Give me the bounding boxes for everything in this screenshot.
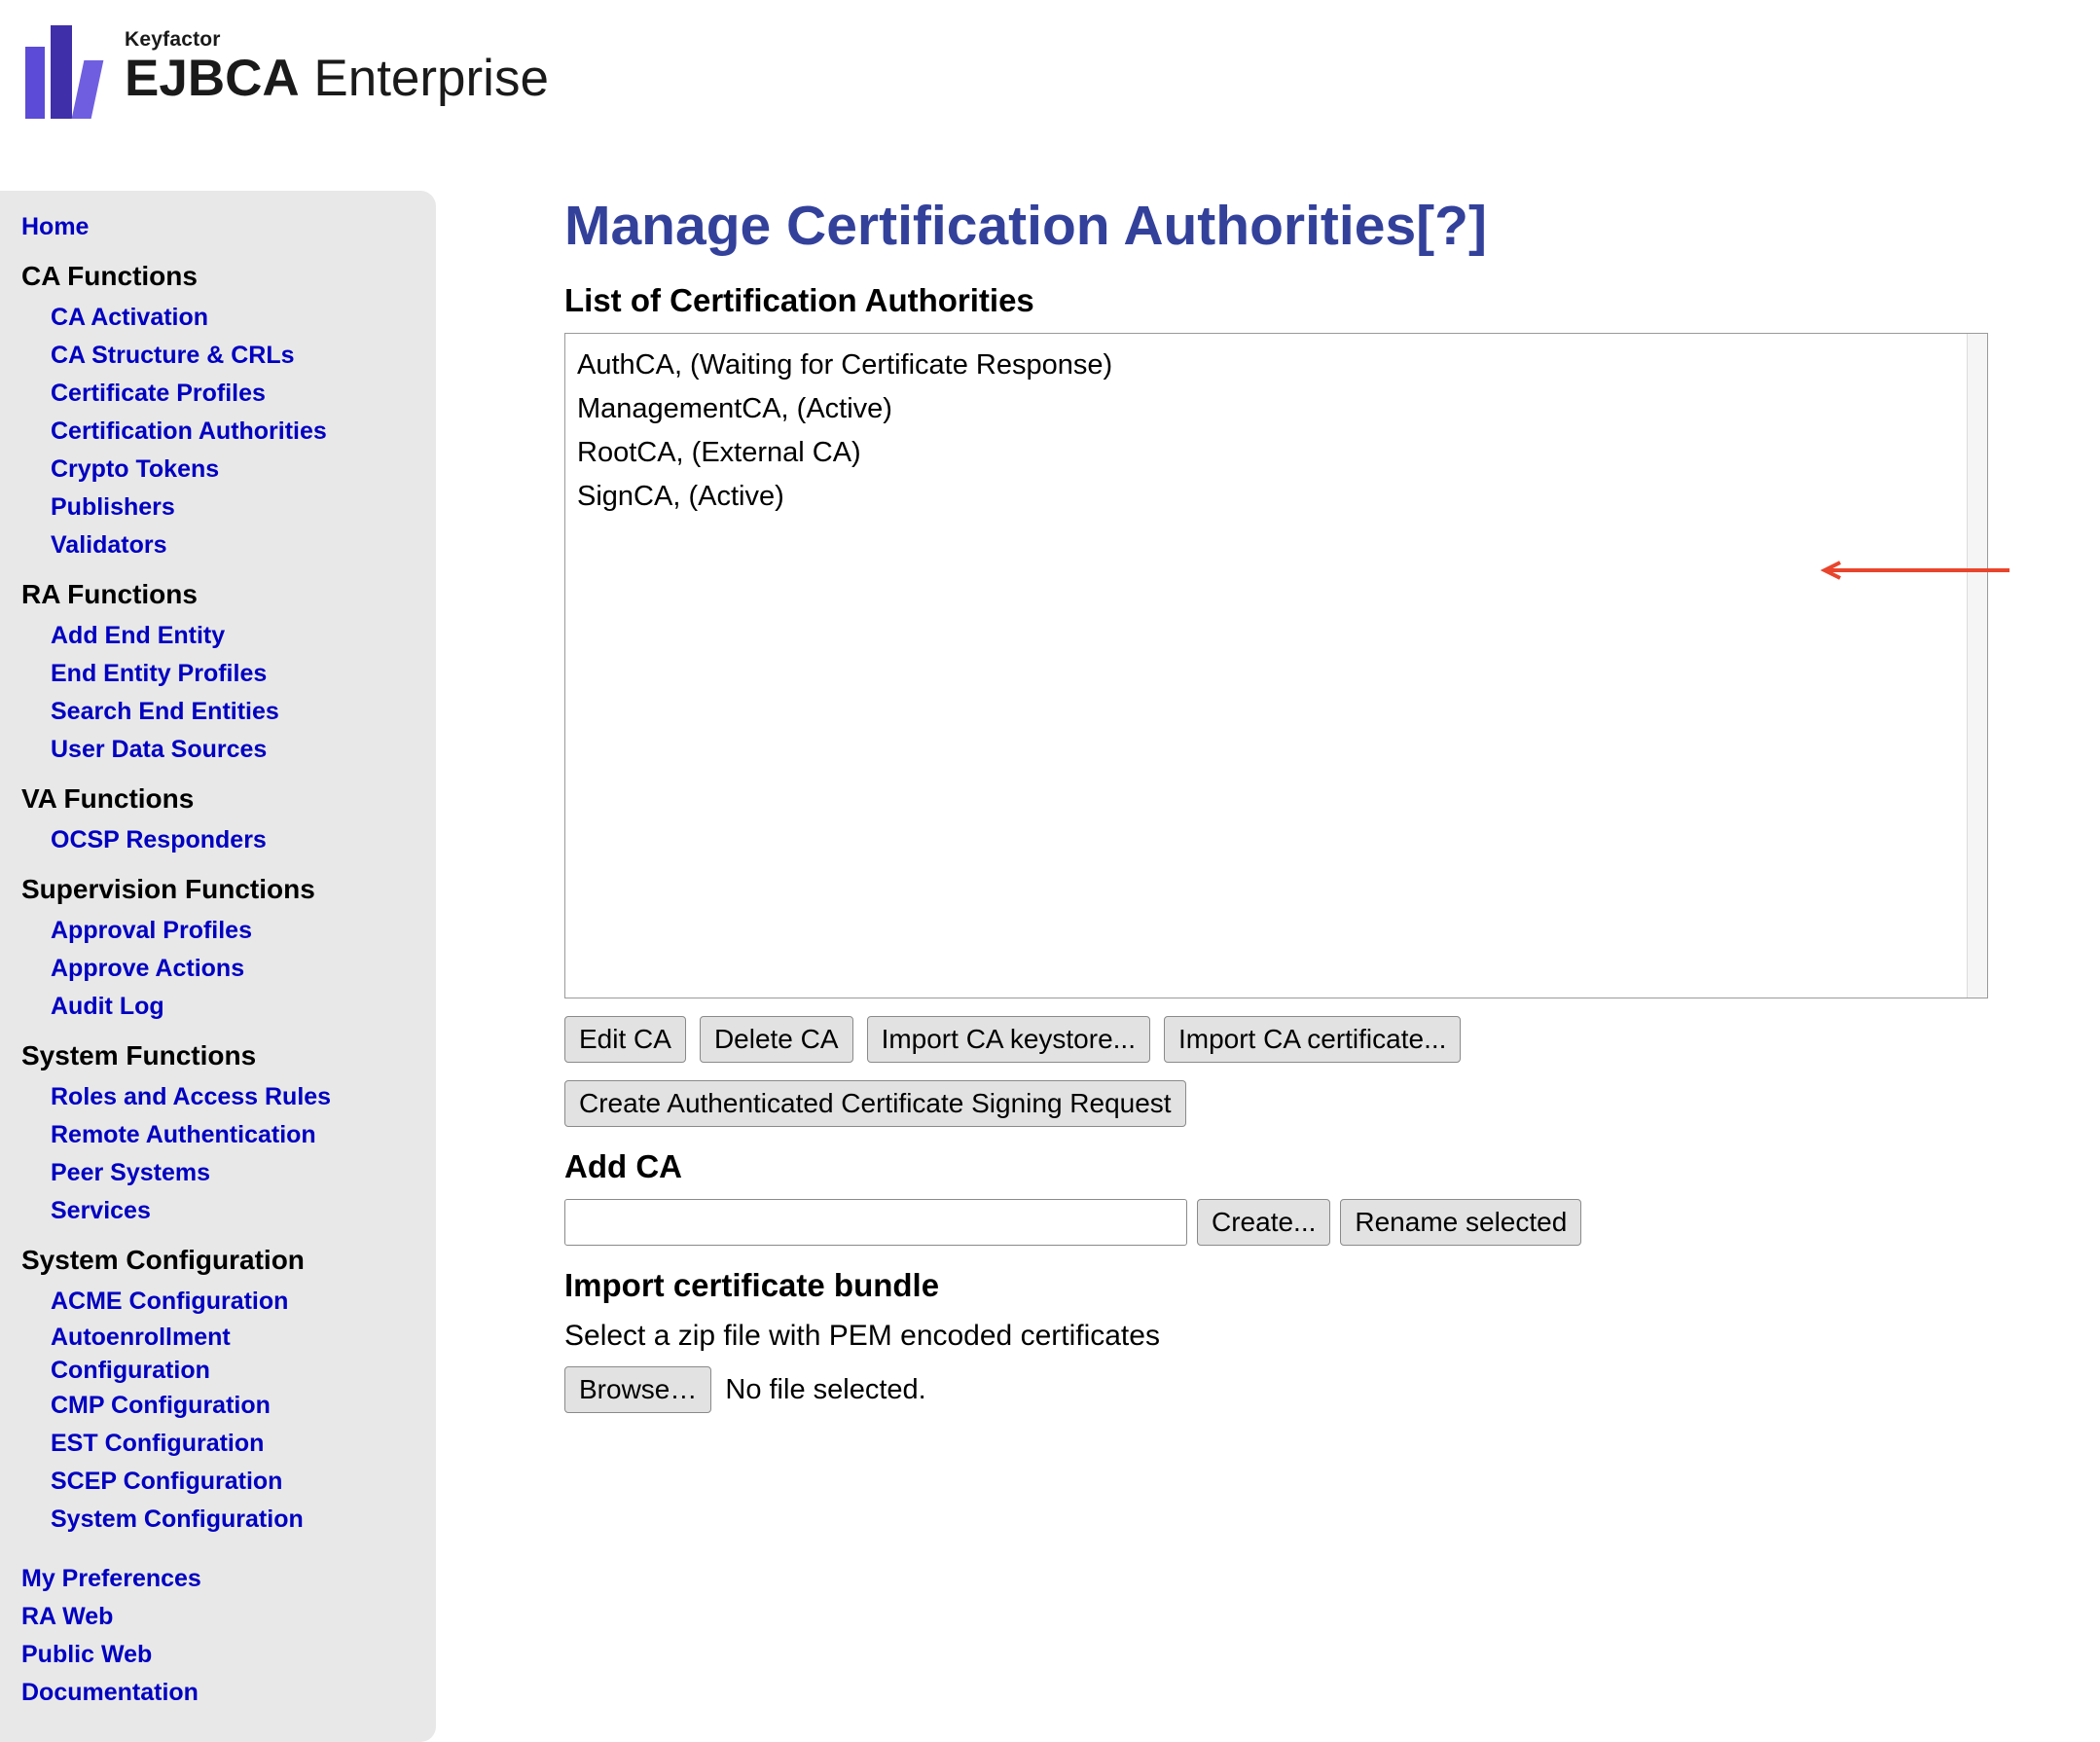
brand-ejbca-label: EJBCA xyxy=(125,50,300,107)
import-ca-keystore-button[interactable]: Import CA keystore... xyxy=(867,1016,1150,1063)
sidebar-heading-ra-functions: RA Functions xyxy=(21,579,198,609)
ejbca-logo-icon xyxy=(21,25,111,119)
sidebar-item-peer-systems[interactable]: Peer Systems xyxy=(51,1159,211,1186)
sidebar xyxy=(0,191,436,1742)
sidebar-item-documentation[interactable]: Documentation xyxy=(21,1679,199,1706)
sidebar-item-ca-structure-crls[interactable]: CA Structure & CRLs xyxy=(51,342,295,369)
import-bundle-heading: Import certificate bundle xyxy=(564,1267,940,1303)
sidebar-item-validators[interactable]: Validators xyxy=(51,531,167,559)
sidebar-item-my-preferences[interactable]: My Preferences xyxy=(21,1565,201,1592)
delete-ca-button[interactable]: Delete CA xyxy=(700,1016,853,1063)
page-title xyxy=(564,191,2081,261)
ca-action-buttons xyxy=(564,1016,2081,1063)
sidebar-item-certificate-profiles[interactable]: Certificate Profiles xyxy=(51,380,266,407)
import-bundle-hint: Select a zip file with PEM encoded certificates xyxy=(564,1320,1160,1352)
sidebar-item-search-end-entities[interactable]: Search End Entities xyxy=(51,698,279,725)
create-authenticated-csr-button[interactable]: Create Authenticated Certificate Signing Request xyxy=(564,1080,1186,1127)
list-item[interactable]: RootCA, (External CA) xyxy=(577,437,861,468)
create-ca-button[interactable]: Create... xyxy=(1197,1199,1330,1246)
sidebar-item-remote-authentication[interactable]: Remote Authentication xyxy=(51,1121,316,1148)
main-content xyxy=(564,191,2081,1413)
edit-ca-button[interactable]: Edit CA xyxy=(564,1016,686,1063)
ca-list-box[interactable] xyxy=(564,333,1988,998)
sidebar-item-add-end-entity[interactable]: Add End Entity xyxy=(51,622,226,649)
sidebar-item-cmp-configuration[interactable]: CMP Configuration xyxy=(51,1392,271,1419)
sidebar-item-crypto-tokens[interactable]: Crypto Tokens xyxy=(51,455,220,483)
page-help-link[interactable]: [?] xyxy=(1416,195,1487,257)
sidebar-heading-system-configuration: System Configuration xyxy=(21,1245,305,1275)
sidebar-item-services[interactable]: Services xyxy=(51,1197,151,1224)
list-item[interactable]: AuthCA, (Waiting for Certificate Response) xyxy=(577,349,1113,381)
sidebar-item-approval-profiles[interactable]: Approval Profiles xyxy=(51,917,252,944)
brand-keyfactor-label: Keyfactor xyxy=(125,28,221,51)
listbox-scrollbar[interactable] xyxy=(1967,334,1987,998)
file-selection-status: No file selected. xyxy=(725,1373,926,1405)
sidebar-item-publishers[interactable]: Publishers xyxy=(51,493,175,521)
rename-selected-button[interactable]: Rename selected xyxy=(1340,1199,1581,1246)
list-heading: List of Certification Authorities xyxy=(564,282,1034,318)
csr-button-row xyxy=(564,1080,2081,1127)
add-ca-row xyxy=(564,1199,2081,1246)
sidebar-item-ra-web[interactable]: RA Web xyxy=(21,1603,114,1630)
page-title-text: Manage Certification Authorities xyxy=(564,195,1417,257)
sidebar-item-acme-configuration[interactable]: ACME Configuration xyxy=(51,1288,289,1315)
sidebar-item-user-data-sources[interactable]: User Data Sources xyxy=(51,736,268,763)
sidebar-item-certification-authorities[interactable]: Certification Authorities xyxy=(51,417,327,445)
sidebar-item-audit-log[interactable]: Audit Log xyxy=(51,993,164,1020)
sidebar-item-home[interactable]: Home xyxy=(21,213,90,240)
sidebar-heading-system-functions: System Functions xyxy=(21,1040,257,1071)
brand-logo xyxy=(21,25,549,119)
sidebar-heading-supervision-functions: Supervision Functions xyxy=(21,874,315,904)
sidebar-item-ocsp-responders[interactable]: OCSP Responders xyxy=(51,826,267,853)
sidebar-item-autoenrollment-configuration[interactable]: Autoenrollment Configuration xyxy=(51,1324,231,1384)
sidebar-item-est-configuration[interactable]: EST Configuration xyxy=(51,1430,265,1457)
browse-file-button[interactable]: Browse… xyxy=(564,1366,711,1413)
sidebar-item-end-entity-profiles[interactable]: End Entity Profiles xyxy=(51,660,268,687)
brand-text xyxy=(125,25,549,107)
file-upload-row xyxy=(564,1366,2081,1413)
add-ca-heading: Add CA xyxy=(564,1148,682,1184)
brand-product-label xyxy=(125,51,549,107)
list-item[interactable]: SignCA, (Active) xyxy=(577,481,784,512)
list-item[interactable]: ManagementCA, (Active) xyxy=(577,393,892,424)
sidebar-item-roles-and-access-rules[interactable]: Roles and Access Rules xyxy=(51,1083,332,1110)
add-ca-name-input[interactable] xyxy=(564,1199,1187,1246)
brand-enterprise-label: Enterprise xyxy=(299,50,549,107)
sidebar-heading-va-functions: VA Functions xyxy=(21,783,195,814)
sidebar-item-approve-actions[interactable]: Approve Actions xyxy=(51,955,245,982)
sidebar-heading-ca-functions: CA Functions xyxy=(21,261,198,291)
app-header xyxy=(0,0,2100,175)
sidebar-item-system-configuration[interactable]: System Configuration xyxy=(51,1506,304,1533)
import-ca-certificate-button[interactable]: Import CA certificate... xyxy=(1164,1016,1461,1063)
sidebar-item-scep-configuration[interactable]: SCEP Configuration xyxy=(51,1468,283,1495)
sidebar-item-ca-activation[interactable]: CA Activation xyxy=(51,304,209,331)
sidebar-item-public-web[interactable]: Public Web xyxy=(21,1641,153,1668)
